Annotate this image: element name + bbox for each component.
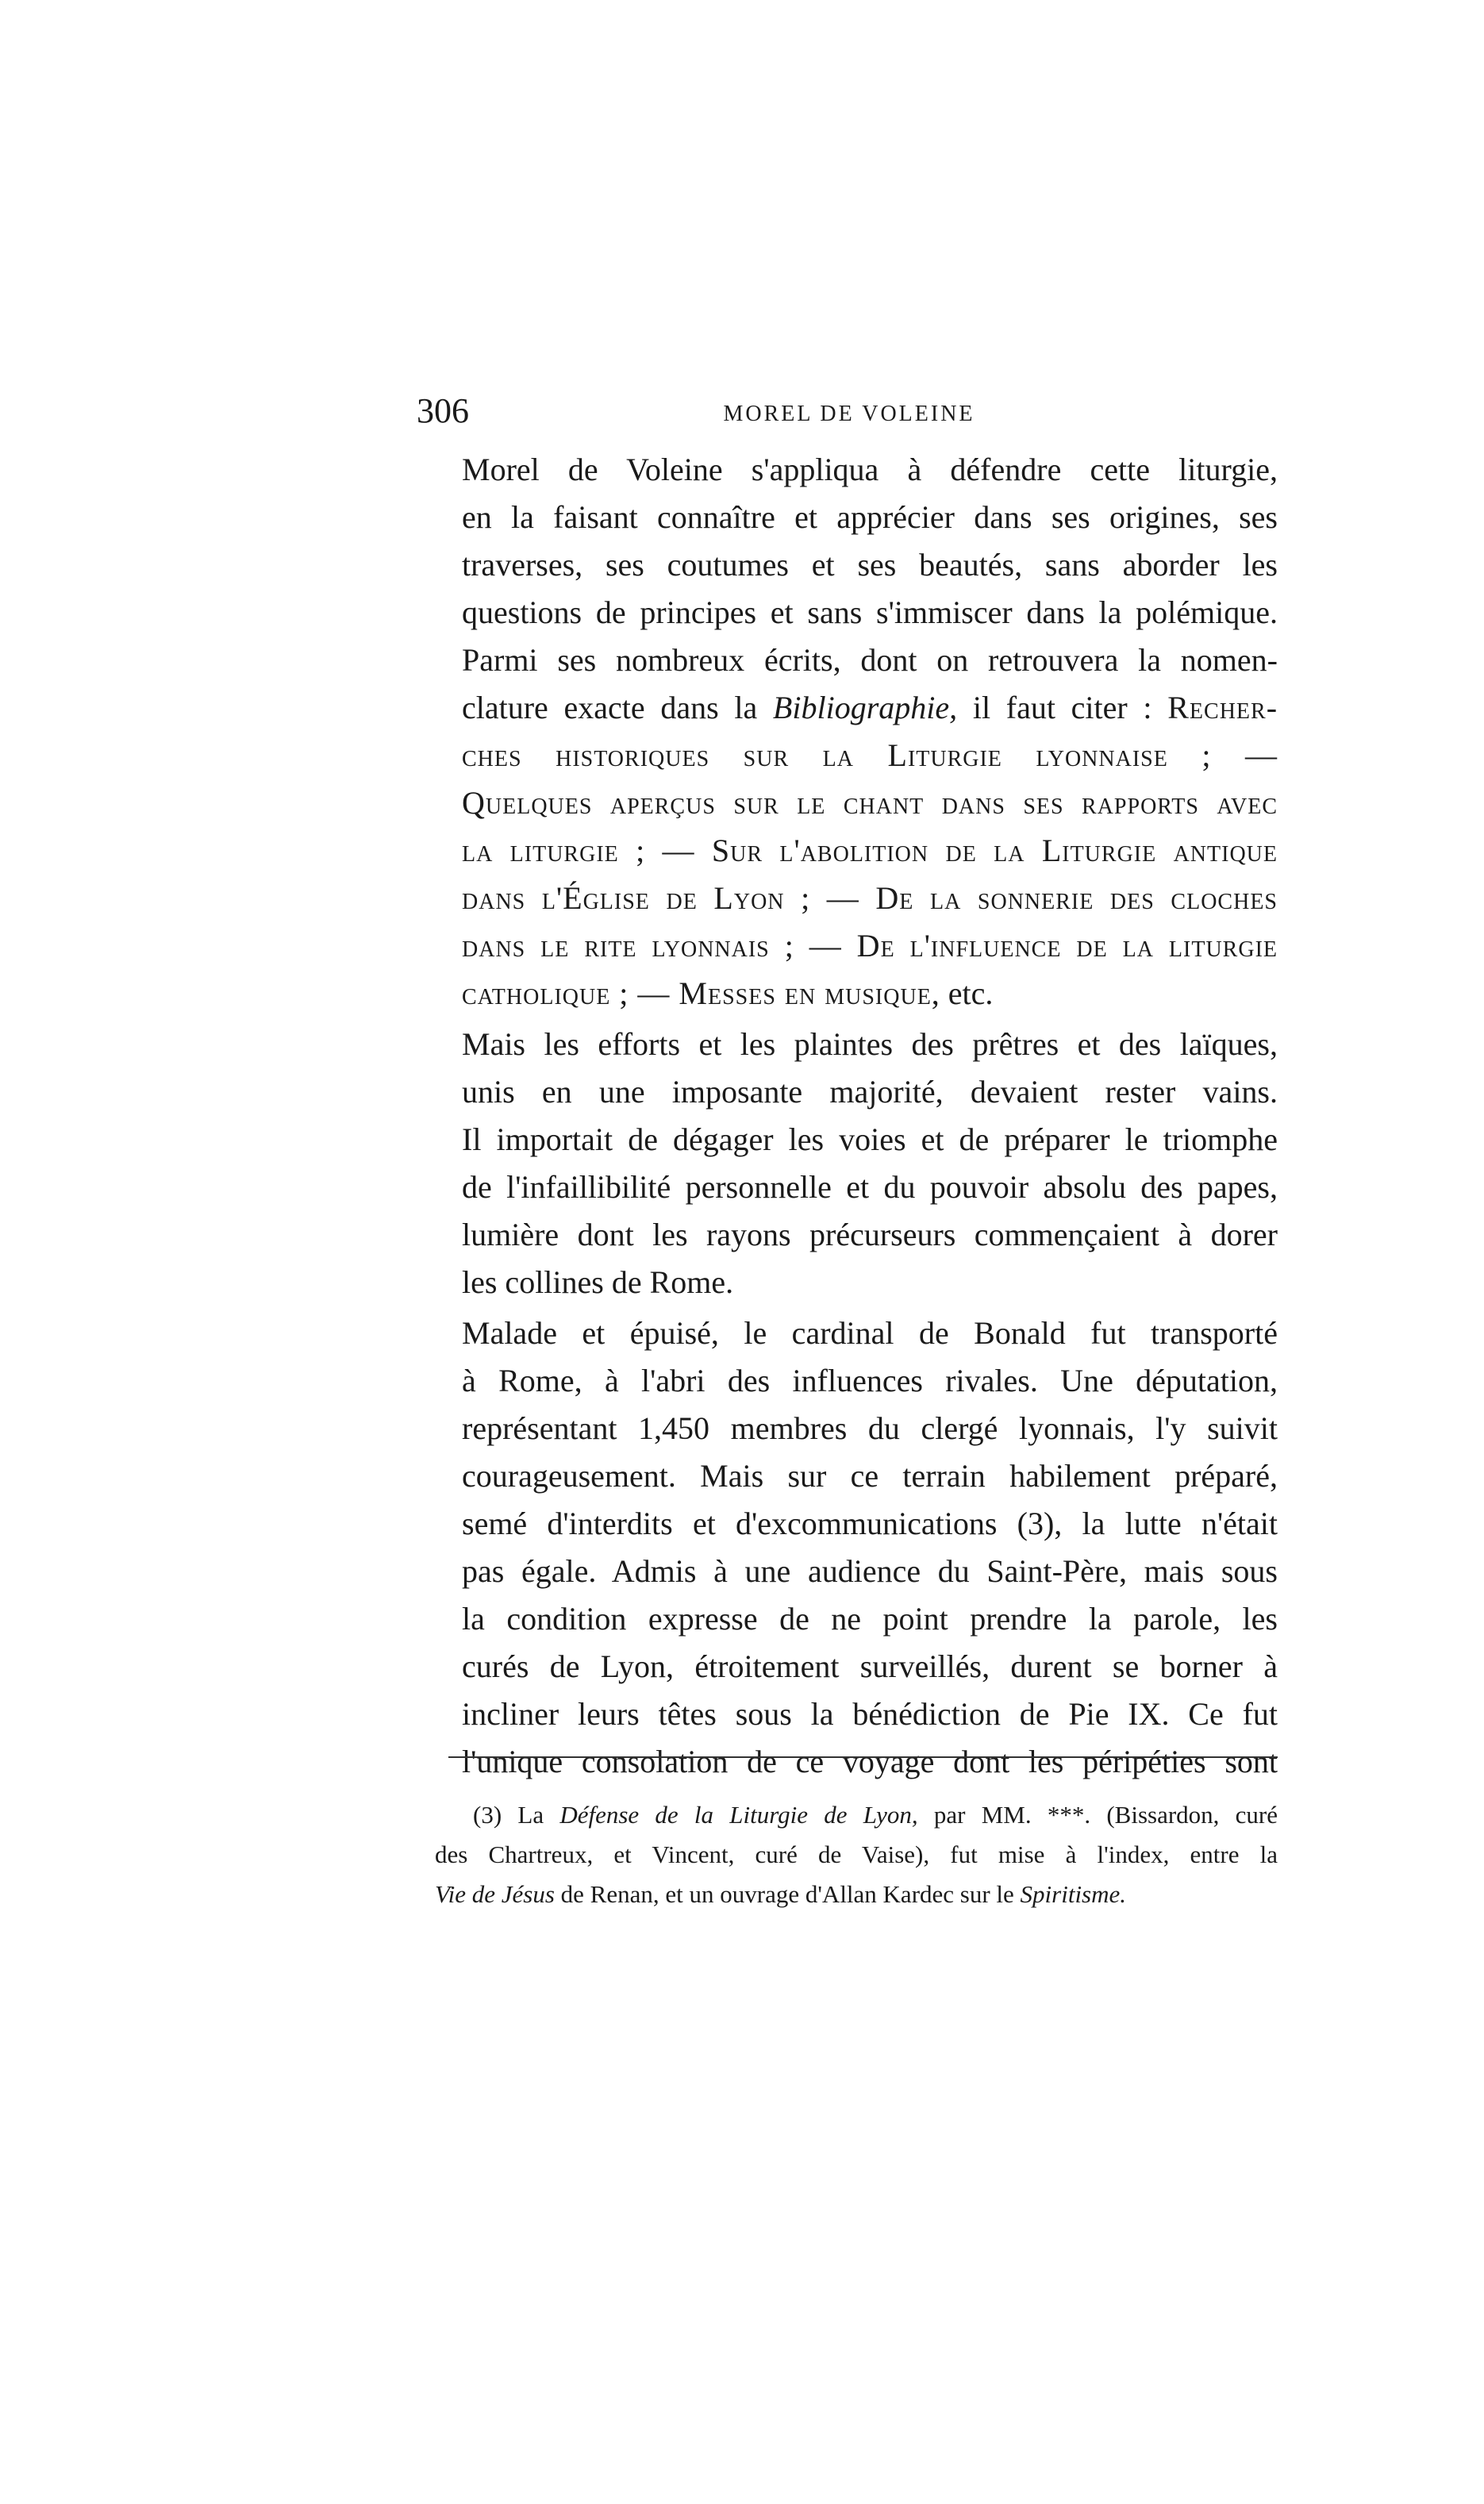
text-line: de l'infaillibilité personnelle et du pouvoir absolu des papes, [462, 1169, 1278, 1205]
text-fragment: etc. [948, 975, 994, 1011]
paragraph [429, 446, 1278, 1017]
text-line: pas égale. Admis à une audience du Saint-Père, mais sous [462, 1553, 1278, 1589]
text-line: semé d'interdits et d'excommunications (3), la lutte n'était [462, 1506, 1278, 1541]
small-caps-title: Recher- [1167, 690, 1278, 725]
paragraph [429, 1310, 1278, 1786]
text-line: à Rome, à l'abri des influences rivales. Une députation, [462, 1363, 1278, 1398]
footnote-line [435, 1795, 1278, 1835]
text-line: l'unique consolation de ce voyage dont les péripéties sont [462, 1744, 1278, 1779]
footnote-divider [448, 1756, 1278, 1758]
footnote-line: des Chartreux, et Vincent, curé de Vaise), fut mise à l'index, entre la [435, 1840, 1278, 1868]
text-line: en la faisant connaître et apprécier dans ses origines, ses [462, 499, 1278, 535]
text-line [429, 970, 1278, 1017]
footnote-line [435, 1875, 1278, 1914]
text-line: ches historiques sur la Liturgie lyonnaise ; — [462, 737, 1278, 773]
text-fragment: il faut citer : [972, 690, 1152, 725]
text-line: curés de Lyon, étroitement surveillés, durent se borner à [462, 1648, 1278, 1684]
text-line: Mais les efforts et les plaintes des prêtres et des laïques, [462, 1026, 1278, 1062]
running-title: MOREL DE VOLEINE [723, 402, 975, 426]
body-text [429, 446, 1278, 1786]
text-line: Quelques aperçus sur le chant dans ses rapports avec [462, 785, 1278, 821]
text-fragment: de Renan, et un ouvrage d'Allan Kardec sur le [560, 1880, 1014, 1908]
text-line: traverses, ses coutumes et ses beautés, sans aborder les [462, 547, 1278, 583]
page-number: 306 [417, 391, 469, 430]
text-line: Il importait de dégager les voies et de préparer le triomphe [462, 1121, 1278, 1157]
text-line: Morel de Voleine s'appliqua à défendre cette liturgie, [462, 452, 1278, 487]
footnote-marker: (3) La [473, 1801, 544, 1829]
italic-title: Défense de la Liturgie de Lyon, [559, 1801, 918, 1829]
text-line: lumière dont les rayons précurseurs commençaient à dorer [462, 1217, 1278, 1252]
italic-title: Bibliographie, [772, 690, 958, 725]
text-line: questions de principes et sans s'immiscer dans la polémique. [462, 594, 1278, 630]
italic-title: Spiritisme. [1020, 1880, 1127, 1908]
text-line: Parmi ses nombreux écrits, dont on retrouvera la nomen- [462, 642, 1278, 678]
text-fragment: clature exacte dans la [462, 690, 758, 725]
text-line: incliner leurs têtes sous la bénédiction de Pie IX. Ce fut [462, 1696, 1278, 1732]
text-line: la condition expresse de ne point prendre la parole, les [462, 1601, 1278, 1637]
text-line: la liturgie ; — Sur l'abolition de la Liturgie antique [462, 833, 1278, 868]
text-line: les collines de Rome. [462, 1264, 734, 1300]
text-line [429, 684, 1278, 732]
text-line: Malade et épuisé, le cardinal de Bonald fut transporté [462, 1315, 1278, 1351]
small-caps-title: catholique ; — Messes en musique, [462, 975, 940, 1011]
text-line: courageusement. Mais sur ce terrain habilement préparé, [462, 1458, 1278, 1494]
text-line: unis en une imposante majorité, devaient rester vains. [462, 1074, 1278, 1110]
text-line: dans l'Église de Lyon ; — De la sonnerie des cloches [462, 880, 1278, 916]
paragraph [429, 1021, 1278, 1306]
text-fragment: par MM. ***. (Bissardon, curé [933, 1801, 1278, 1829]
running-head [417, 387, 1282, 435]
text-line: représentant 1,450 membres du clergé lyonnais, l'y suivit [462, 1410, 1278, 1446]
italic-title: Vie de Jésus [435, 1880, 555, 1908]
footnote [435, 1795, 1278, 1914]
text-line: dans le rite lyonnais ; — De l'influence de la liturgie [462, 928, 1278, 964]
